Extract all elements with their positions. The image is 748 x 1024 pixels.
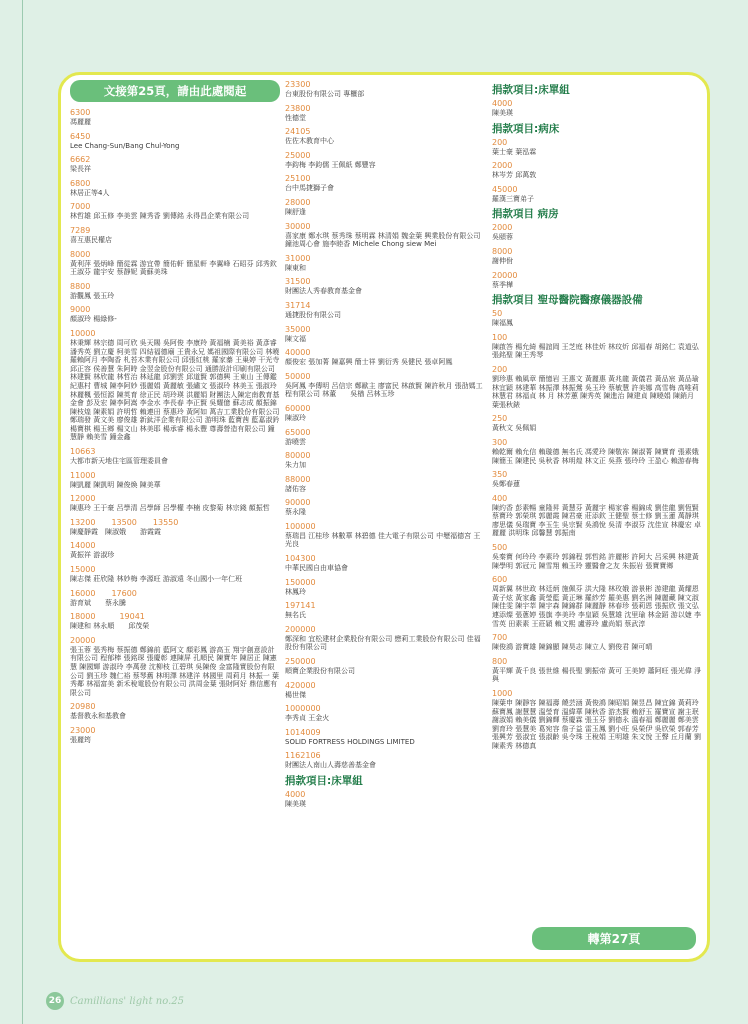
donation-amount: 45000 [492, 184, 518, 194]
donation-entry [70, 565, 280, 584]
donation-entry [285, 404, 485, 423]
donation-amount: 10663 [70, 447, 96, 457]
donor-names: 張麗筠 [70, 735, 91, 744]
donor-names: 吳秦寶 何玲玲 李素玲 郭錦程 郭哲銘 許麗彬 許阿大 呂采興 林建黃 陳學明 郭冠元 陳雪翔 賴玉玲 靈醫會之友 朱振岩 張寶寶鄉 [492, 553, 699, 570]
donor-names: 李秀貞 王金火 [285, 714, 330, 723]
donor-names: 陳東和 [285, 263, 306, 272]
page-number: 26 [46, 992, 64, 1010]
donation-entry [285, 704, 485, 723]
donation-amount: 1162106 [285, 751, 321, 761]
donor-names: 財團法人秀春教育基金會 [285, 287, 362, 296]
donation-entry [492, 247, 702, 266]
donor-names: 陳志傑 莊欣隆 林妙梅 李源旺 游淑遠 冬山國小一年仁班 [70, 575, 243, 584]
donation-category-heading: 捐款項目:病床 [492, 122, 560, 135]
donation-category-heading: 捐款項目 病房 [492, 208, 559, 221]
donation-amount: 200 [492, 137, 508, 147]
donation-entry [285, 198, 485, 217]
donation-amount: 90000 [285, 498, 311, 508]
donation-amount: 200 [492, 364, 508, 374]
donation-amount: 88000 [285, 474, 311, 484]
donation-amount: 30000 [285, 221, 311, 231]
donor-names: 游曉雲 [285, 437, 306, 446]
donation-entry [285, 428, 485, 447]
donor-names: 陳福鳳 [492, 319, 513, 328]
donation-amount: 6300 [70, 108, 91, 117]
donor-names: 無名氏 [285, 611, 306, 620]
donation-amount: 300 [492, 437, 508, 447]
donation-amount: 80000 [285, 451, 311, 461]
donation-category-heading: 捐款項目 聖母醫院醫療儀器設備 [492, 294, 643, 307]
donation-amount: 1000 [492, 689, 513, 698]
donor-names: 張玉蓉 張秀梅 蔡振德 鄭錦前 藍阿文 顏彩鳳 游高玉 翔宇創意設計有限公司 程郁棒 張銘琛 張慶彰 連陳屏 孔順民 陳寶年 陳居正 陳憲慧 陳國輝 游淑玲 李萬發 沈柳枝 江碧琪 吳陳俊 金富隆實股份有限公司 劉玉珍 魏仁裕 蔡琴舊 林明澤 林建洋 林國里 周莉月 林振一 葉秀鄰 林福富美 新禾稅電股份有限公司 洪周金葉 張財阿好 鼎信應有限公司 [70, 645, 280, 697]
donation-amount: 7000 [70, 202, 91, 212]
donation-entry [70, 250, 280, 277]
donation-amount: 65000 [285, 427, 311, 437]
donor-names: 周新翼 林世政 林廷炳 施佩芬 洪大隆 林玫娥 游景彬 游建龍 黃耀恩 黃子炫 黃家鑫 黃瑩藍 黃正琳 羅紗芳 羅美惠 劉名洲 陳麗藏 陳文淑 陳佳雯 陳宇莘 陳宇森 陳錦群 陳麗靜 林春珍 張莉恩 張振欣 張文弘 連添燦 張蔥婷 張旗 李美玲 李皇穎 吳慧雄 沈里瑜 林金蹈 游以婕 李雪英 田素素 王莊穎 賴文熙 盧蓉玲 盧尚娟 蔡武淳 [492, 585, 702, 628]
donor-names: 羅漢三寶弟子 [492, 194, 534, 203]
donor-names: 陳惠玲 王于豪 呂學清 呂學師 呂學權 李楠 皮黎菊 林宗錢 顏振哲 [70, 504, 270, 513]
donation-amount: 250 [492, 414, 508, 424]
donor-names: 陳建和 林永順 邱茂榮 [70, 622, 150, 631]
donor-list-2 [285, 80, 485, 809]
publication-name: Camillians' light no.25 [70, 995, 184, 1007]
donor-names: 謝伸佾 [492, 256, 513, 265]
donor-names: 楊世傑 [285, 690, 306, 699]
donor-names: 財團法人南山人壽慈善基金會 [285, 761, 376, 770]
donor-names: 吳頤蓉 [492, 233, 513, 242]
donation-entry [285, 348, 485, 367]
donor-names: 大都市新天地住宅區管理委員會 [70, 457, 168, 466]
donation-entry [492, 494, 702, 538]
donor-names: 諸佑容 [285, 484, 306, 493]
donation-amount: 250000 [285, 657, 316, 667]
donor-names: 黃平輝 黃千良 張世維 楊長聖 劉振帝 黃可 王美婷 蕭阿旺 張光偉 淨與 [492, 666, 702, 684]
donation-entry [492, 633, 702, 652]
donor-names: 蔡瑞昌 江桂珍 林數華 林碧德 佳大電子有限公司 中壢福德宮 王光良 [285, 531, 481, 549]
donation-amount: 50 [492, 309, 503, 319]
donor-names: 中華民國自由車協會 [285, 564, 348, 573]
donation-entry [285, 174, 485, 193]
donor-names: 李鈞梅 李鈞儒 王佩紙 鄭豐容 [285, 160, 376, 169]
donation-entry [285, 254, 485, 273]
donation-entry [70, 226, 280, 245]
donation-entry [70, 471, 280, 490]
donation-entry [285, 277, 485, 296]
donor-column-1 [70, 80, 280, 750]
donation-amount: 11000 [70, 470, 96, 480]
donation-amount: 9000 [70, 305, 91, 315]
donation-entry [492, 438, 702, 465]
donation-entry [285, 498, 485, 517]
donation-amount: 8800 [70, 281, 91, 291]
donation-entry [492, 657, 702, 684]
donor-names: 喜互惠民權店 [70, 235, 112, 244]
donation-entry [70, 305, 280, 324]
donation-entry [285, 681, 485, 700]
donation-amount: 23000 [70, 725, 96, 735]
donation-entry [70, 612, 280, 631]
donation-amount: 6450 [70, 131, 91, 141]
donation-amount: 700 [492, 633, 508, 643]
donor-names: 陳葉申 陳靜容 陳福壽 饒芸涵 黃俊鴻 陳昭娟 陳昱昌 陳宜錦 黃莉玲 蘇寶鳳 謝慧慧 溫瑩育 溫緯華 陳秋香 游杰賢 賴舒玉 羅寶宣 謝主珉 謝淑娟 賴美儀 劉錦輝 蔡慶霖 張玉芬 劉德永 溫春福 鄭麗麗 鄭美雲 劉育玲 張慧美 葛宛容 詹子益 雷玉鳳 劉小旺 吳榮伊 吳欣榮 郭春芳 張興芳 張淑宜 張淑齡 吳令珠 王稅娟 王明雄 朱文悅 王聲 丘月蘭 劉陳素秀 林德真 [492, 699, 702, 750]
donation-entry [285, 554, 485, 573]
donation-amount: 4000 [285, 790, 306, 799]
donor-names: 顏淑玲 楊綠修- [70, 315, 117, 324]
donation-entry [492, 223, 702, 242]
donation-amount: 13200 13500 13550 [70, 517, 179, 527]
donation-entry [70, 589, 280, 608]
donor-names: 陳舒逢 [285, 207, 306, 216]
donation-entry [492, 309, 702, 328]
donation-amount: 18000 19041 [70, 612, 145, 622]
donor-names: 劉珍惠 賴風章 簡憶岩 王惠文 黃麗惠 黃兆龍 黃儀君 黃品宸 黃品瑜 林宜穎 林建華 林振澤 林振鶯 吳玉玲 蔡敏慧 許美娜 高雪梅 高唯莉 林慧君 林福貞 林 月 林芳蕙 陳秀英 陳進治 陳建貞 陳曉娟 陳銷月 葉張秋錶 [492, 374, 699, 409]
donation-amount: 12000 [70, 494, 96, 504]
donation-entry [70, 329, 280, 442]
continued-from-banner: 文接第25頁，請由此處閱起 [70, 80, 280, 102]
donor-names: 黃利萍 張炳峰 簡從霖 游宜帶 簡佑軒 簡星軒 李翼峰 石昭芬 邱秀欽 王淑芬 龍宇安 蔡靜妮 黃蘇美珠 [70, 259, 277, 277]
donation-entry [492, 575, 702, 628]
donation-amount: 20980 [70, 702, 96, 712]
donation-amount: 35000 [285, 324, 311, 334]
donation-amount: 60000 [285, 403, 311, 413]
donation-entry [285, 222, 485, 249]
donor-names: 蔡永隆 [285, 508, 306, 517]
donor-names: 黃振祥 游淑珍 [70, 551, 115, 560]
donor-names: 黃秋文 吳佩娟 [492, 424, 537, 433]
donation-category-heading: 捐款項目:床單組 [492, 84, 570, 96]
donor-names: 吳阿鳳 李傳明 呂信宗 鄭歐主 廖富民 林啟賢 陳許秋月 張劭媽工程有限公司 林董 吳楢 呂林玉珍 [285, 381, 483, 399]
donation-entry [492, 271, 702, 290]
donor-names: 陳美瑛 [285, 800, 306, 808]
donation-entry [70, 282, 280, 301]
donation-category-heading: 捐款項目:床單組 [285, 775, 363, 787]
donation-entry [285, 728, 485, 747]
donation-entry [285, 522, 485, 549]
donor-names: Lee Chang-Sun/Bang Chul-Yong [70, 141, 180, 150]
donation-entry [285, 601, 485, 620]
donor-names: 游育斌 蔡永騰 [70, 598, 126, 607]
donation-amount: 2000 [492, 161, 513, 171]
donation-entry [492, 333, 702, 360]
donation-amount: 20000 [492, 270, 518, 280]
donation-entry [285, 127, 485, 146]
donation-amount: 1014009 [285, 727, 321, 737]
donation-entry [70, 132, 280, 151]
donor-names: 葉士豪 葉泓霖 [492, 147, 537, 156]
donation-entry [70, 541, 280, 560]
donor-names: 顏俊宏 張加菁 陳嘉興 簡士祥 劉衍秀 吳健民 張卓阿鳳 [285, 358, 453, 367]
donation-amount: 350 [492, 470, 508, 480]
donation-amount: 31500 [285, 277, 311, 287]
donation-amount: 23300 [285, 80, 311, 89]
donation-amount: 400 [492, 493, 508, 503]
donor-names: 陳約香 彭素暢 童隆昇 黃慧芬 黃麗宇 楊家睿 楊錦成 劉佳龍 劉恆賢 蔡寶玲 郭榮琪 郭麗霞 陳君豪 莊添欽 王健聖 蔡士修 劉玉蓮 萬靜琪 廖思儀 吳瑞寶 李玉生 吳宗賢 吳鴻悅 吳清 李淑芬 沈佳宣 林慶宏 卓麗麗 洪明珠 邱馨慧 郭振南 [492, 503, 702, 538]
donation-amount: 7289 [70, 225, 91, 235]
donation-amount: 50000 [285, 371, 311, 381]
donation-entry [285, 301, 485, 320]
donation-entry [492, 161, 702, 180]
donation-entry [70, 447, 280, 466]
donation-amount: 600 [492, 575, 508, 585]
donation-amount: 20000 [70, 635, 96, 645]
donation-amount: 6662 [70, 155, 91, 165]
donation-entry [70, 726, 280, 745]
donor-names: 陳俊鴻 游寶雄 陳錦顯 陳昊志 陳立人 劉俊君 陳可晴 [492, 643, 653, 652]
donation-amount: 10000 [70, 328, 96, 338]
donor-names: 佐佐木教育中心 [285, 137, 334, 146]
donor-names: 林秉輝 林宗德 周可欣 吳天賜 吳阿俊 李康羚 黃福楠 黃美裕 黃彥睿 潘秀英 劉立慶 柯美雪 四結福德廟 王貴永兄 媽祖國際有限公司 林曉 羅賴阿月 李陶香 札苔木業有限公司 邱張紅桃 羅家蓁 王巢婷 干光寺 邱正容 侯善慧 朱阿時 金翌金股份有限公司 通勝設計印刷有限公司 林建賢 林欣龍 林哲治 林延龍 邱劉雲 邱道賢 郭德興 王東山 王傳鑑 紀惠村 曹城 陳李阿妙 張麗娟 黃麗敏 張繡文 張淑玲 林美玉 張淑玲 林麗楓 張恒源 陳英育 徐正民 胡玲瑛 洪麗娟 財團法人陳定南教育基金會 彭及宏 陳李阿嵩 李金水 李長春 李正賢 吳耀億 蘇志成 顏振錦 陳枝煌 陳素娟 許明哲 賴連田 蔡惠玲 黃阿如 萬吉工業股份有限公司 鄭瑞發 黃文美 廖俊雄 新鈦洋企業有限公司 游明珠 藍寶茜 藍嘉淑鈐 楊寶棋 楊玉鄉 楊文山 林美耶 楊承睿 楊永豐 尊壽營造有限公司 鐘慧靜 賴美雪 鐘金鑫 [70, 338, 280, 442]
donation-entry [492, 185, 702, 204]
donor-names: 朱力加 [285, 461, 306, 470]
donor-names: 基督教永和基教會 [70, 712, 126, 721]
donor-names: 蔡季樺 [492, 280, 513, 289]
donor-names: 陳淑玲 [285, 413, 306, 422]
donation-entry [285, 151, 485, 170]
donation-amount: 197141 [285, 601, 316, 611]
donation-entry [285, 578, 485, 597]
donation-amount: 31000 [285, 253, 311, 263]
donation-entry [492, 689, 702, 751]
donation-entry [285, 104, 485, 123]
donation-amount: 25100 [285, 174, 311, 184]
donor-list-1 [70, 108, 280, 745]
donation-amount: 800 [492, 656, 508, 666]
donation-entry [70, 179, 280, 198]
donor-names: 林鳳玲 [285, 587, 306, 596]
margin-line [22, 0, 23, 1024]
donation-amount: 1000000 [285, 704, 321, 714]
donation-entry [285, 80, 485, 99]
donation-entry [492, 138, 702, 157]
donation-entry [285, 657, 485, 676]
donation-entry [70, 108, 280, 127]
donation-entry [70, 636, 280, 698]
donation-amount: 8000 [70, 249, 91, 259]
donation-amount: 15000 [70, 565, 96, 575]
donor-names: 吳鄭春蓮 [492, 480, 520, 489]
donation-entry [70, 494, 280, 513]
donation-amount: 23800 [285, 103, 311, 113]
donor-names: 陳啟答 楊允綺 楊誼岡 王芝庭 林佳炘 林玟炘 邱福春 胡銘仁 袁道弘 張銘聖 陳王秀琴 [492, 342, 699, 360]
donation-amount: 8000 [492, 246, 513, 256]
donation-entry [492, 414, 702, 433]
donation-entry [285, 475, 485, 494]
donation-entry [70, 702, 280, 721]
donation-amount: 14000 [70, 541, 96, 551]
donation-amount: 104300 [285, 554, 316, 564]
donor-names: 陳凱麗 陳凱明 陳俊煥 陳美華 [70, 480, 161, 489]
donor-names: 性德堂 [285, 113, 306, 122]
donation-amount: 40000 [285, 348, 311, 358]
donation-entry [70, 202, 280, 221]
donation-entry [70, 155, 280, 174]
donation-amount: 28000 [285, 197, 311, 207]
donor-names: 林居正等4人 [70, 188, 110, 197]
continued-to-banner: 轉第27頁 [532, 927, 696, 950]
donor-names: 賴乾爾 賴允信 賴璇德 無名氏 馮愛玲 陳敬祢 陳淑菁 陳寶育 張素娥 陳簡玉 陳建民 吳秋香 林明煌 林文正 吳燕 張玲玲 王盈心 賴游春梅 [492, 447, 699, 465]
donation-amount: 150000 [285, 577, 316, 587]
donor-names: 馮麗麗 [70, 118, 91, 126]
donor-names: 喜家康 鄭水琪 蔡秀珠 蔡明霖 林清娟 魏金葉 興業股份有限公司 鐘池周心會 施李睦香 Michele Chong siew Mei [285, 231, 481, 249]
donation-amount: 24105 [285, 127, 311, 137]
donation-entry [492, 365, 702, 409]
donor-names: 陳文福 [285, 334, 306, 343]
donation-entry [492, 99, 702, 118]
donor-names: 台東股份有限公司 專櫃部 [285, 90, 365, 98]
donation-amount: 200000 [285, 624, 316, 634]
donation-entry [492, 470, 702, 489]
donor-names: 通捷股份有限公司 [285, 310, 341, 319]
donation-entry [285, 372, 485, 399]
donation-amount: 31714 [285, 300, 311, 310]
donation-entry [285, 325, 485, 344]
donation-entry [285, 790, 485, 809]
donor-names: 陳美瑛 [492, 109, 513, 117]
donor-names: SOLID FORTRESS HOLDINGS LIMITED [285, 737, 415, 746]
donor-names: 游觀鳳 張玉玲 [70, 291, 115, 300]
donor-names: 林哲雄 邱玉修 李美雲 陳秀香 劉傳銘 永得昌企業有限公司 [70, 212, 250, 221]
donation-entry [492, 543, 702, 570]
donor-names: 順寶企業股份有限公司 [285, 667, 355, 676]
donor-list-3 [492, 84, 702, 751]
donation-amount: 25000 [285, 150, 311, 160]
donation-entry [285, 451, 485, 470]
donation-amount: 100 [492, 332, 508, 342]
page-footer [46, 992, 184, 1010]
donation-amount: 500 [492, 543, 508, 553]
donation-amount: 2000 [492, 223, 513, 233]
donation-amount: 16000 17600 [70, 588, 137, 598]
donor-names: 梁長祥 [70, 165, 91, 174]
donation-amount: 100000 [285, 521, 316, 531]
donor-column-3 [492, 80, 702, 756]
donation-entry [285, 751, 485, 770]
donor-names: 台中馬捷獅子會 [285, 184, 334, 193]
donor-names: 鄭深和 宜松建材企業股份有限公司 懋莉工業股份有限公司 佳福股份有限公司 [285, 634, 481, 652]
donor-names: 林岑芳 邱萬敦 [492, 171, 537, 180]
donation-amount: 6800 [70, 178, 91, 188]
donation-amount: 420000 [285, 680, 316, 690]
donor-column-2 [285, 80, 485, 814]
donation-entry [70, 518, 280, 537]
donation-entry [285, 625, 485, 652]
donor-names: 陳慶靜霞 陳淑娥 游霞霞 [70, 527, 161, 536]
donation-amount: 4000 [492, 99, 513, 108]
